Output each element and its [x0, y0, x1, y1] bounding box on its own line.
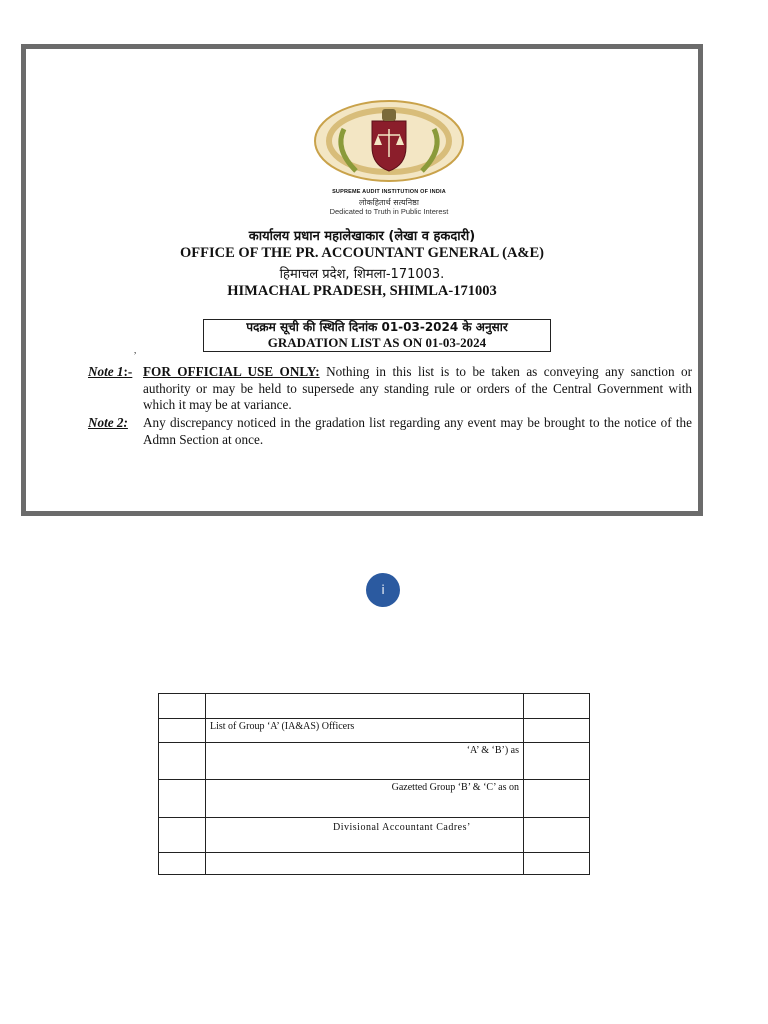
note-2-label: Note 2:: [88, 415, 128, 430]
gradation-title-box: [203, 319, 551, 352]
emblem-tagline: Dedicated to Truth in Public Interest: [329, 207, 449, 216]
stray-mark: ,: [134, 345, 137, 355]
table-row: [159, 743, 590, 780]
note-2-text: Any discrepancy noticed in the gradation list regarding any event may be brought to the notice of the Admn Section at once.: [143, 415, 692, 447]
location-hindi: हिमाचल प्रदेश, शिमला-171003.: [279, 267, 445, 282]
table-row: [159, 719, 590, 743]
table-row: [159, 694, 590, 719]
emblem-icon: [304, 99, 474, 191]
gradation-title-english: GRADATION LIST AS ON 01-03-2024: [267, 335, 487, 350]
emblem-caption: SUPREME AUDIT INSTITUTION OF INDIA: [332, 189, 446, 195]
office-title-hindi: कार्यालय प्रधान महालेखाकार (लेखा व हकदारी): [248, 229, 476, 244]
cag-emblem: [304, 99, 474, 229]
note-2: [88, 415, 692, 451]
table-row: [159, 780, 590, 818]
note-1: [88, 364, 692, 416]
emblem-motto-hindi: लोकहितार्थ सत्यनिष्ठा: [359, 198, 419, 207]
table-cell: ‘A’ & ‘B’) as: [206, 743, 524, 780]
table-cell: [206, 853, 524, 875]
table-cell: List of Group ‘A’ (IA&AS) Officers: [206, 719, 524, 743]
note-1-text: FOR OFFICIAL USE ONLY: Nothing in this list is to be taken as conveying any sanction or authority or may be held to supersede any standing rule or orders of the Central Government with which it may be at variance.: [143, 364, 692, 412]
table-cell: [206, 694, 524, 719]
office-title-english: OFFICE OF THE PR. ACCOUNTANT GENERAL (A&E): [179, 245, 544, 261]
table-cell: Gazetted Group ‘B’ & ‘C’ as on: [206, 780, 524, 818]
table-row: [159, 818, 590, 853]
index-table: [158, 693, 590, 875]
table-cell: Divisional Accountant Cadres’: [206, 818, 524, 853]
info-button[interactable]: i: [366, 573, 400, 607]
gradation-title-hindi: पदक्रम सूची की स्थिति दिनांक 01-03-2024 के अनुसार: [246, 320, 508, 334]
note-1-label: Note 1:-: [88, 364, 133, 379]
cover-frame: [21, 44, 703, 516]
table-row: [159, 853, 590, 875]
location-english: HIMACHAL PRADESH, SHIMLA-171003: [227, 283, 497, 299]
